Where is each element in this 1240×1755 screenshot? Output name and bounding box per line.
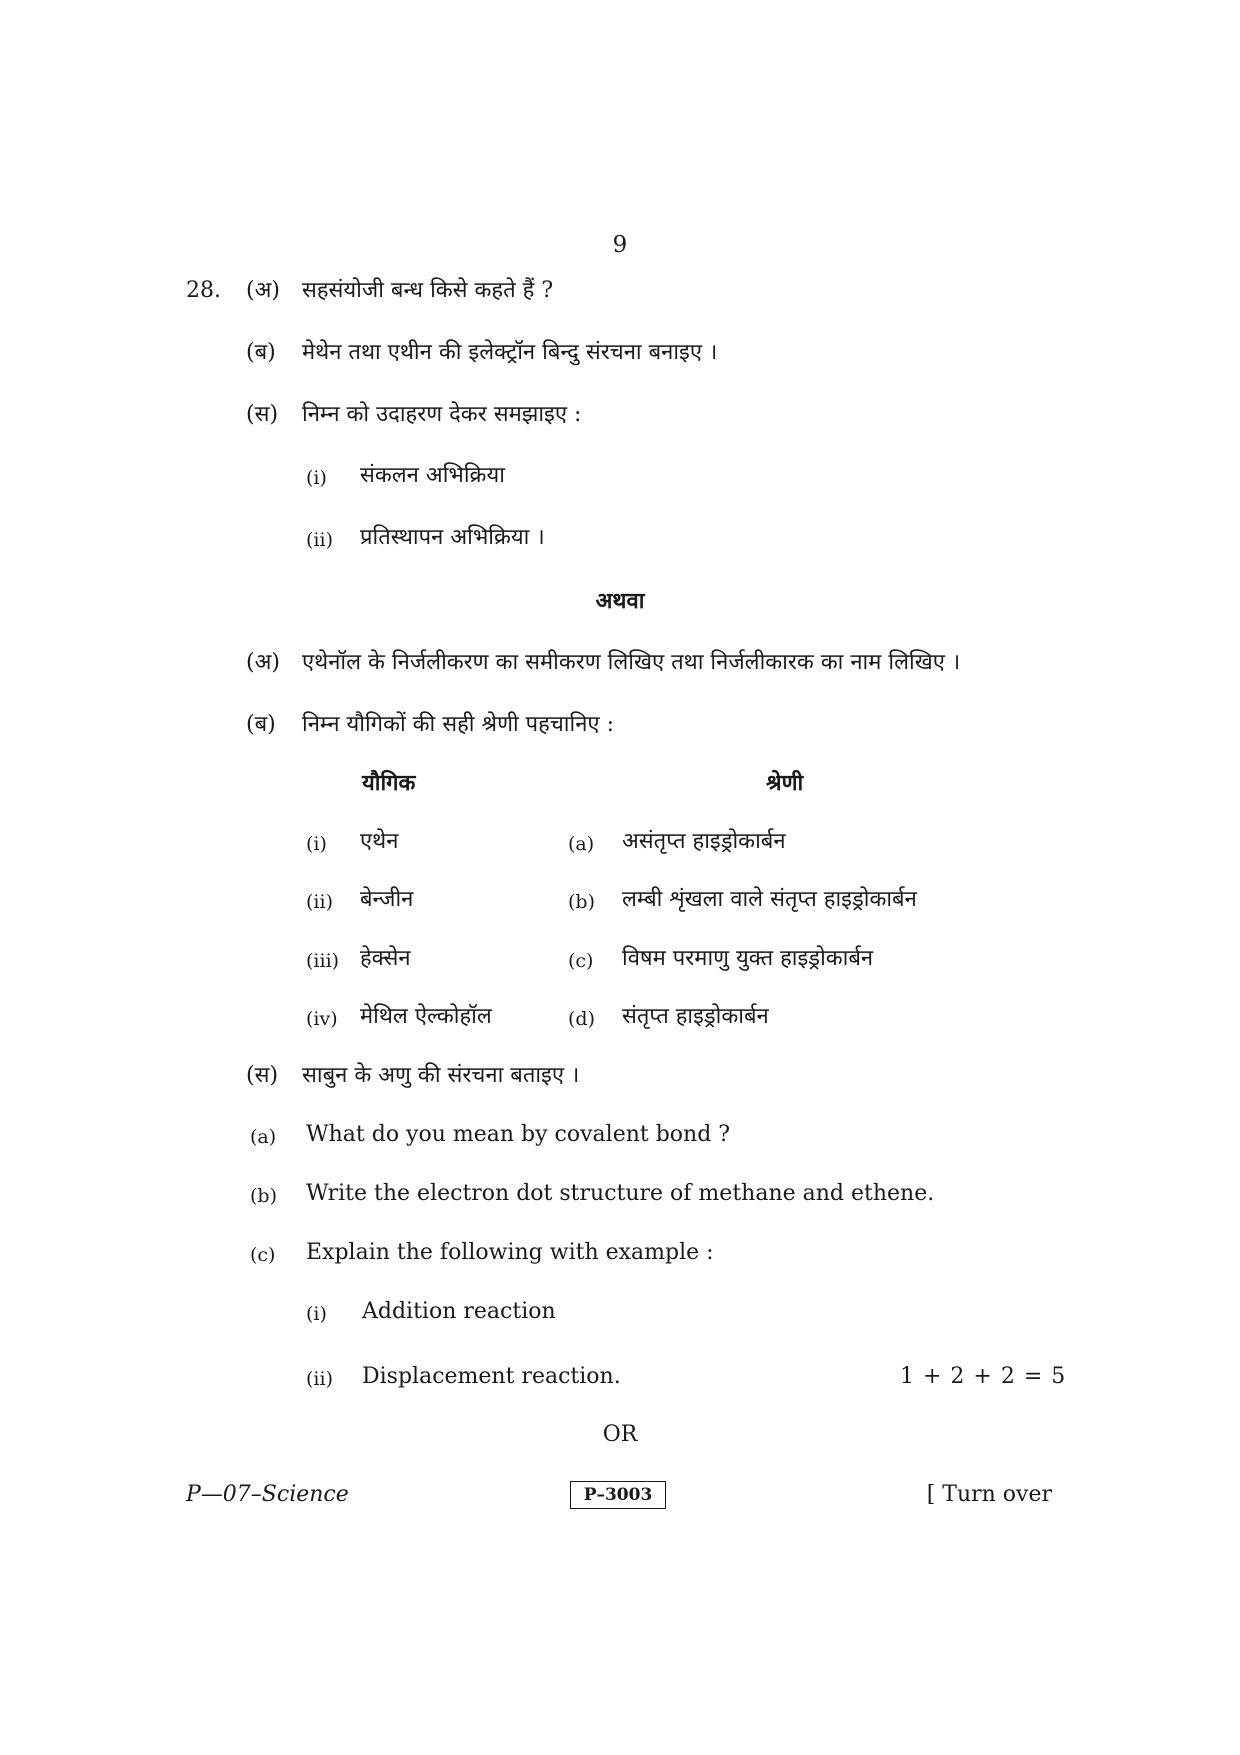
row-left-label: (iv) [306,1008,338,1030]
row-right-text: विषम परमाणु युक्त हाइड्रोकार्बन [622,946,874,971]
q-hindi-a-text: सहसंयोजी बन्ध किसे कहते हैं ? [302,278,554,303]
row-left-text: एथेन [360,829,399,854]
row-right-label: (b) [568,891,595,913]
alt-hindi-a-label: (अ) [246,650,280,675]
q-english-ci-label: (i) [306,1303,327,1325]
footer-paper-code: P–3003 [570,1481,666,1509]
row-right-text: लम्बी शृंखला वाले संतृप्त हाइड्रोकार्बन [622,887,917,912]
alt-hindi-c-text: साबुन के अणु की संरचना बताइए । [302,1063,580,1088]
alt-hindi-c-label: (स) [246,1063,279,1088]
page-number: 9 [612,232,628,258]
q-english-a-label: (a) [250,1126,277,1148]
q-english-b-label: (b) [250,1185,277,1207]
q-english-c-text: Explain the following with example : [306,1240,714,1265]
row-left-text: बेन्जीन [360,887,414,912]
q-english-a-text: What do you mean by covalent bond ? [306,1122,731,1147]
alt-hindi-b-label: (ब) [246,712,276,737]
table-header-compound: यौगिक [362,770,416,796]
or-hindi: अथवा [595,588,645,614]
q-hindi-ci-text: संकलन अभिक्रिया [360,463,505,488]
row-left-text: मेथिल ऐल्कोहॉल [360,1004,492,1029]
row-right-label: (d) [568,1008,595,1030]
row-left-label: (i) [306,833,327,855]
q-english-b-text: Write the electron dot structure of methane and ethene. [306,1181,935,1206]
row-left-label: (ii) [306,891,333,913]
row-right-text: संतृप्त हाइड्रोकार्बन [622,1004,769,1029]
row-left-text: हेक्सेन [360,946,411,971]
q-english-cii-text: Displacement reaction. [362,1364,621,1389]
q-hindi-c-label: (स) [246,402,279,427]
q-hindi-cii-text: प्रतिस्थापन अभिक्रिया । [360,525,545,550]
table-header-series: श्रेणी [766,770,804,796]
q-english-ci-text: Addition reaction [362,1299,556,1324]
or-english: OR [602,1422,638,1447]
q-english-cii-label: (ii) [306,1368,333,1390]
alt-hindi-b-text: निम्न यौगिकों की सही श्रेणी पहचानिए : [302,712,614,737]
q-hindi-c-text: निम्न को उदाहरण देकर समझाइए : [302,402,582,427]
row-right-label: (c) [568,950,594,972]
q-hindi-cii-label: (ii) [306,529,333,551]
q-hindi-b-text: मेथेन तथा एथीन की इलेक्ट्रॉन बिन्दु संरचना बनाइए । [302,340,718,365]
row-right-text: असंतृप्त हाइड्रोकार्बन [622,829,786,854]
question-number: 28. [186,278,221,303]
q-hindi-b-label: (ब) [246,340,276,365]
footer-turn-over: [ Turn over [926,1482,1052,1507]
q-hindi-ci-label: (i) [306,467,327,489]
row-left-label: (iii) [306,950,340,972]
marks: 1 + 2 + 2 = 5 [900,1364,1067,1389]
alt-hindi-a-text: एथेनॉल के निर्जलीकरण का समीकरण लिखिए तथा निर्जलीकारक का नाम लिखिए । [302,650,961,675]
row-right-label: (a) [568,833,595,855]
q-hindi-a-label: (अ) [246,278,280,303]
q-english-c-label: (c) [250,1244,276,1266]
footer-subject: P—07–Science [186,1482,349,1507]
